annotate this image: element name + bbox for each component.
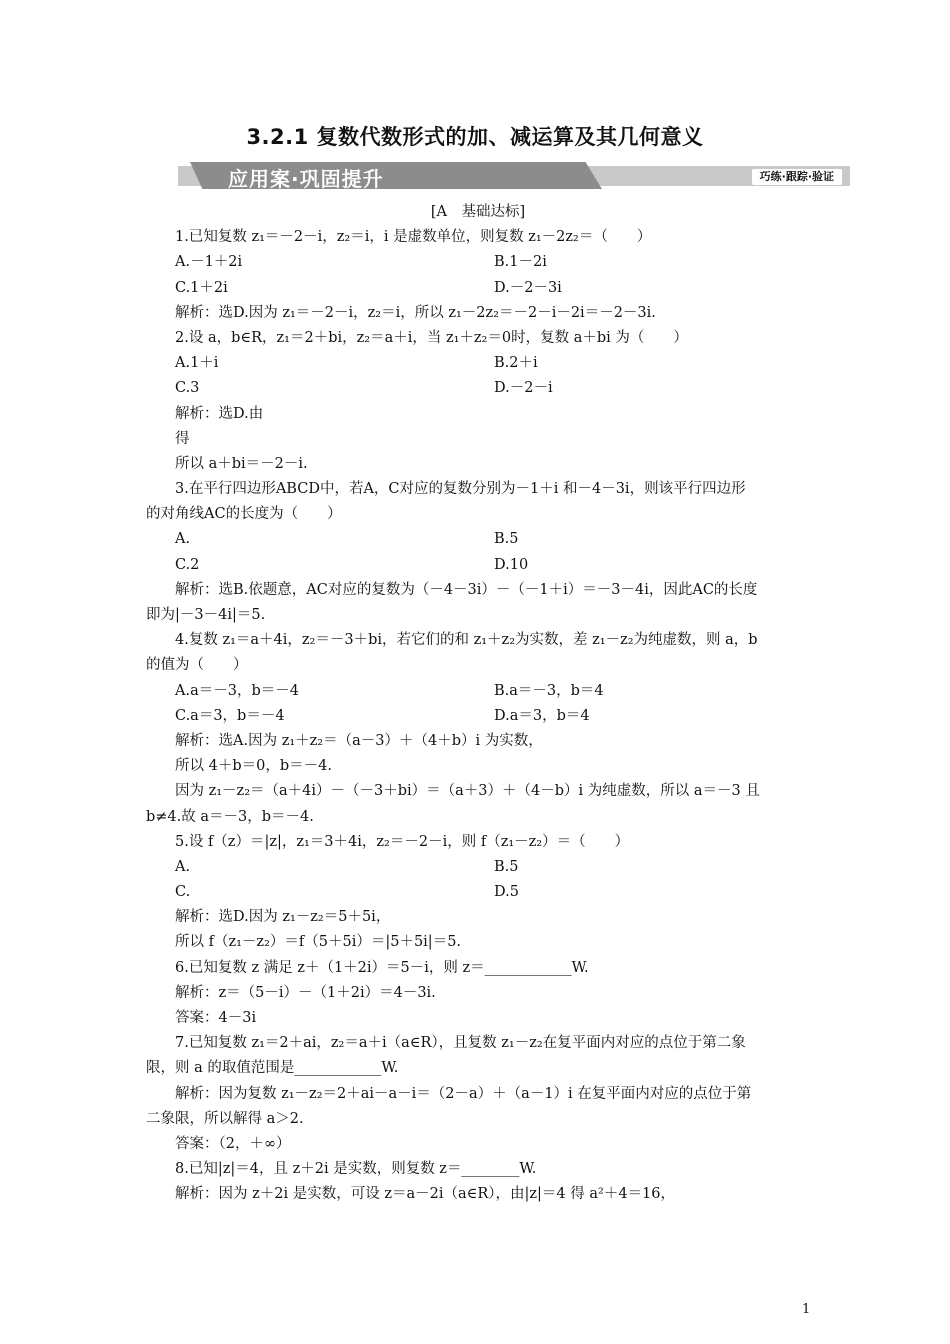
option-row: [146, 250, 810, 275]
text-line: 6.已知复数 z 满足 z＋（1＋2i）＝5－i，则 z＝____________W.: [175, 959, 589, 976]
option-right: D.－2－3i: [494, 279, 562, 296]
text-line: 限，则 a 的取值范围是____________W.: [146, 1060, 399, 1077]
text-line: 因为 z₁－z₂＝（a＋4i）－（－3＋bi）＝（a＋3）＋（4－b）i 为纯虚数，所以 a＝－3 且: [175, 783, 760, 800]
option-left: C.3: [175, 380, 200, 397]
text-line: 4.复数 z₁＝a＋4i，z₂＝－3＋bi，若它们的和 z₁＋z₂为实数，差 z₁－z₂为纯虚数，则 a，b: [175, 632, 758, 649]
text-line: 所以 f（z₁－z₂）＝f（5＋5i）＝|5＋5i|＝5.: [175, 934, 462, 951]
text-line: 解析：因为 z＋2i 是实数，可设 z＝a－2i（a∈R），由|z|＝4 得 a²＋4＝16，: [175, 1186, 676, 1203]
text-line: 答案：（2，＋∞）: [175, 1135, 291, 1152]
text-line: 的对角线AC的长度为（ ）: [146, 506, 342, 523]
option-right: B.a＝－3，b＝4: [494, 682, 604, 699]
option-left: C.: [175, 884, 191, 901]
text-line: 解析：选B.依题意，AC对应的复数为（－4－3i）－（－1＋i）＝－3－4i，因此AC的长度: [175, 581, 758, 598]
text-line: 7.已知复数 z₁＝2＋ai，z₂＝a＋i（a∈R），且复数 z₁－z₂在复平面内对应的点位于第二象: [175, 1035, 746, 1052]
option-left: A.: [175, 858, 191, 875]
text-line: 的值为（ ）: [146, 657, 248, 674]
text-line: 解析：选D.因为 z₁＝－2－i，z₂＝i，所以 z₁－2z₂＝－2－i－2i＝－2－3i.: [175, 304, 656, 321]
section-banner: [178, 162, 850, 189]
banner-right-tab: 巧练·跟踪·验证: [752, 169, 842, 185]
option-right: B.1－2i: [494, 254, 547, 271]
text-line: 1.已知复数 z₁＝－2－i，z₂＝i，i 是虚数单位，则复数 z₁－2z₂＝（ ）: [175, 229, 652, 246]
text-line: 得: [175, 430, 190, 447]
option-right: B.2＋i: [494, 355, 538, 372]
text-line: 解析：因为复数 z₁－z₂＝2＋ai－a－i＝（2－a）＋（a－1）i 在复平面内对应的点位于第: [175, 1085, 752, 1102]
option-right: B.5: [494, 858, 519, 875]
option-row: [146, 553, 810, 578]
option-row: [146, 679, 810, 704]
option-right: B.5: [494, 531, 519, 548]
option-right: D.－2－i: [494, 380, 553, 397]
option-left: A.－1＋2i: [175, 254, 243, 271]
text-line: 所以 a＋bi＝－2－i.: [175, 455, 308, 472]
text-line: 所以 4＋b＝0，b＝－4.: [175, 758, 332, 775]
option-right: D.5: [494, 884, 519, 901]
text-line: 即为|－3－4i|＝5.: [146, 607, 266, 623]
text-line: 解析：选D.由: [175, 405, 264, 422]
option-row: [146, 704, 810, 729]
text-line: 2.设 a，b∈R，z₁＝2＋bi，z₂＝a＋i，当 z₁＋z₂＝0时，复数 a＋bi 为（ ）: [175, 329, 688, 346]
option-row: [146, 276, 810, 301]
text-line: 答案：4－3i: [175, 1010, 257, 1026]
text-line: 解析：选A.因为 z₁＋z₂＝（a－3）＋（4＋b）i 为实数，: [175, 732, 543, 749]
exercise-content: [146, 200, 810, 1208]
text-line: 解析：z＝（5－i）－（1＋2i）＝4－3i.: [175, 984, 436, 1001]
text-line: 3.在平行四边形ABCD中，若A，C对应的复数分别为－1＋i 和－4－3i，则该平行四边形: [175, 481, 746, 498]
option-row: [146, 376, 810, 401]
text-line: b≠4.故 a＝－3，b＝－4.: [146, 808, 314, 825]
option-row: [146, 880, 810, 905]
option-row: [146, 855, 810, 880]
page-title: 3.2.1 复数代数形式的加、减运算及其几何意义: [246, 125, 704, 149]
text-line: 解析：选D.因为 z₁－z₂＝5＋5i，: [175, 909, 391, 926]
option-row: [146, 527, 810, 552]
option-left: A.: [175, 531, 191, 548]
option-left: A.a＝－3，b＝－4: [175, 682, 299, 699]
option-right: D.10: [494, 556, 529, 573]
option-left: A.1＋i: [175, 355, 219, 372]
option-left: C.2: [175, 556, 200, 573]
page-number: 1: [802, 1302, 811, 1317]
section-heading: [A 基础达标]: [430, 204, 526, 220]
text-line: 8.已知|z|＝4，且 z＋2i 是实数，则复数 z＝________W.: [175, 1161, 537, 1178]
text-line: 5.设 f（z）＝|z|，z₁＝3＋4i，z₂＝－2－i，则 f（z₁－z₂）＝（ ）: [175, 833, 630, 850]
option-row: [146, 351, 810, 376]
banner-main-text: 应用案·巩固提升: [228, 167, 384, 191]
text-line: 二象限，所以解得 a＞2.: [146, 1110, 304, 1127]
option-left: C.a＝3，b＝－4: [175, 707, 285, 724]
option-left: C.1＋2i: [175, 279, 228, 296]
option-right: D.a＝3，b＝4: [494, 707, 590, 724]
